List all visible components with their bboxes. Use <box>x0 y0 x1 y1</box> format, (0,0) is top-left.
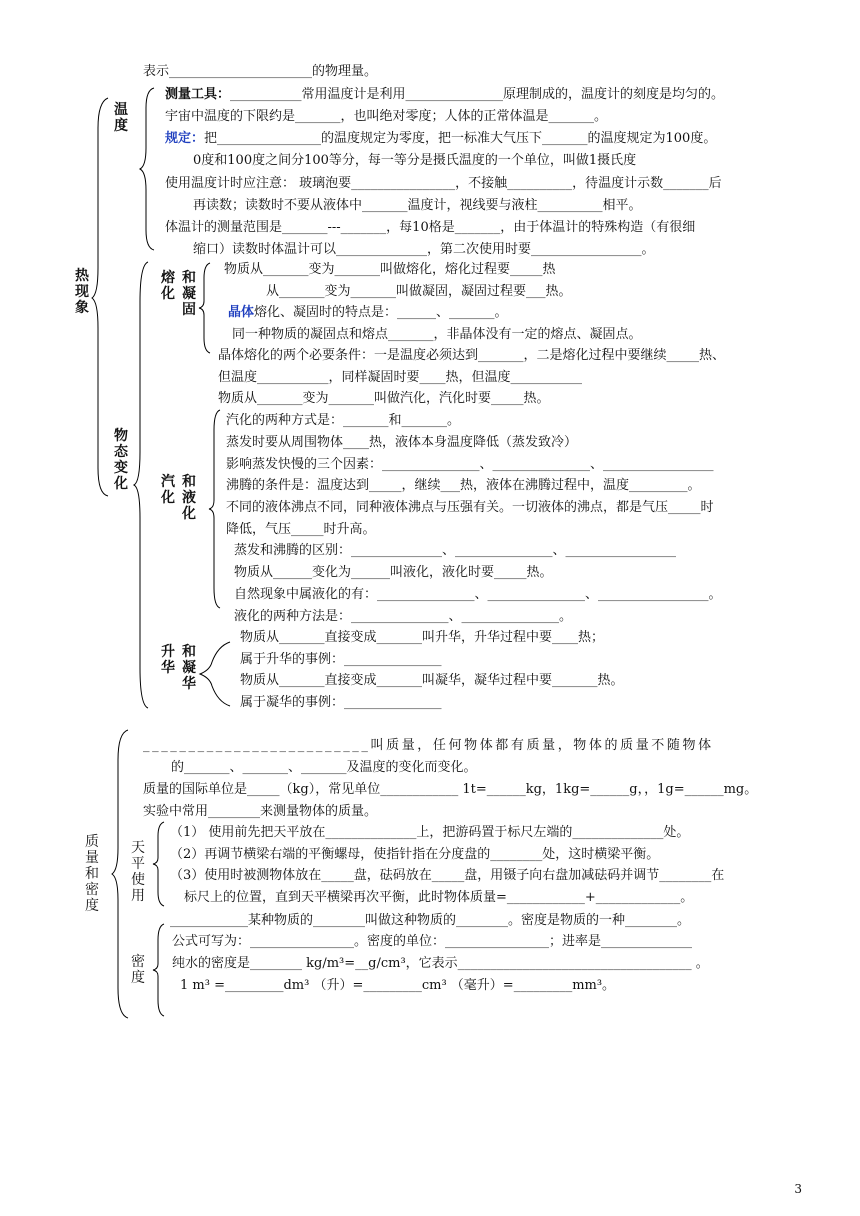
mass-line-1: _________________________叫质量，任何物体都有质量，物体的质量不随物体 <box>143 738 714 753</box>
temp-line-9: 缩口）读数时体温计可以______________，第二次使用时要_________________。 <box>193 242 655 257</box>
balance-line-4: 标尺上的位置，直到天平横梁再次平衡，此时物体质量=____________+_____________。 <box>184 890 694 905</box>
vap-line-10: 自然现象中属液化的有：_______________、_______________、_________________。 <box>234 587 722 602</box>
label-desublimation: 凝华 <box>182 660 196 692</box>
label-melting: 熔化 <box>161 270 175 302</box>
mass-line-3: 质量的国际单位是_____（kg），常见单位____________ 1t=______kg，1kg=______g，，1g=______mg。 <box>143 782 758 797</box>
temperature-brace <box>138 88 158 250</box>
melting-brace <box>198 263 212 353</box>
heat-brace <box>92 98 112 498</box>
page-number: 3 <box>794 1182 802 1196</box>
sub-line-4: 属于凝华的事例：_______________ <box>240 695 442 710</box>
measuring-tool-label: 测量工具： <box>165 87 231 102</box>
vap-line-9: 物质从______变化为______叫液化，液化时要_____热。 <box>234 565 553 580</box>
state-change-brace <box>132 262 152 708</box>
vap-line-1: 物质从_______变为_______叫做汽化，汽化时要_____热。 <box>218 391 550 406</box>
vap-line-11: 液化的两种方法是：_______________、_______________。 <box>234 609 573 624</box>
density-line-1: ____________某种物质的________叫做这种物质的________。密度是物质的一种________。 <box>170 913 691 928</box>
temp-line-7: 再读数；读数时不要从液体中_______温度计，视线要与液柱__________相平。 <box>193 198 642 213</box>
vap-line-4: 影响蒸发快慢的三个因素：_______________、_______________、_________________ <box>226 457 714 472</box>
density-line-4: 1 m³ =_________dm³ （升）=_________cm³ （毫升）=_________mm³。 <box>180 978 616 993</box>
label-heat: 热现象 <box>75 268 89 316</box>
density-line-3: 纯水的密度是________ kg/m³=__g/cm³，它表示____________________________________ 。 <box>172 956 709 971</box>
temp-line-5: 0度和100度之间分100等分，每一等分是摄氏温度的一个单位，叫做1摄氏度 <box>193 153 637 168</box>
temp-line-4-text: 把________________的温度规定为零度，把一标准大气压下_______的温度规定为100度。 <box>204 131 717 146</box>
balance-line-1: （1） 使用前先把天平放在______________上，把游码置于标尺左端的______________处。 <box>170 825 690 840</box>
melt-line-5: 晶体熔化的两个必要条件：一是温度必须达到_______，二是熔化过程中要继续_____热、 <box>218 348 726 363</box>
label-density: 密度 <box>131 954 145 986</box>
melt-line-3-text: 熔化、凝固时的特点是：______、_______。 <box>254 305 508 320</box>
mass-line-4: 实验中常用________来测量物体的质量。 <box>143 804 378 819</box>
melt-line-2: 从_______变为_______叫做凝固，凝固过程要___热。 <box>266 284 572 299</box>
temp-line-1: 表示______________________的物理量。 <box>143 64 378 79</box>
vap-line-2: 汽化的两种方式是：_______和_______。 <box>226 413 461 428</box>
rule-label: 规定： <box>165 131 205 146</box>
vap-line-7: 降低，气压_____时升高。 <box>226 522 376 537</box>
label-melting-and: 和 <box>182 270 196 286</box>
melt-line-3 <box>228 304 508 322</box>
vap-line-5: 沸腾的条件是：温度达到_____，继续___热，液体在沸腾过程中，温度_________。 <box>226 478 701 493</box>
melt-line-1: 物质从_______变为_______叫做熔化，熔化过程要_____热 <box>224 262 556 277</box>
label-temperature: 温度 <box>114 102 128 134</box>
label-balance-use: 天平使用 <box>131 840 145 904</box>
temp-line-4 <box>165 130 716 148</box>
vap-line-8: 蒸发和沸腾的区别：______________、_______________、_________________ <box>234 543 677 558</box>
vap-line-6: 不同的液体沸点不同，同种液体沸点与压强有关。一切液体的沸点，都是气压_____时 <box>226 500 714 515</box>
label-vaporize-and: 和 <box>182 474 196 490</box>
density-brace <box>152 924 166 1016</box>
temp-line-3: 宇宙中温度的下限约是_______，也叫绝对零度；人体的正常体温是_______。 <box>165 109 608 124</box>
sub-line-2: 属于升华的事例：_______________ <box>240 652 442 667</box>
melt-line-4: 同一种物质的凝固点和熔点_______，非晶体没有一定的熔点、凝固点。 <box>232 327 642 342</box>
vaporize-brace <box>208 410 222 608</box>
melt-line-6: 但温度___________，同样凝固时要____热，但温度___________ <box>218 370 583 385</box>
vap-line-3: 蒸发时要从周围物体____热，液体本身温度降低（蒸发致冷） <box>226 435 578 450</box>
sub-line-3: 物质从_______直接变成_______叫凝华，凝华过程中要_______热。 <box>240 673 624 688</box>
balance-line-3: （3）使用时被测物体放在_____盘，砝码放在_____盘，用镊子向右盘加减砝码并调节________在 <box>170 868 725 883</box>
label-state-change: 物态变化 <box>114 428 128 492</box>
label-solidify: 凝固 <box>182 286 196 318</box>
crystal-label: 晶体 <box>228 305 255 320</box>
temp-line-6: 使用温度计时应注意： 玻璃泡要________________，不接触__________，待温度计示数_______后 <box>165 176 722 191</box>
label-mass-density: 质量和密度 <box>85 834 99 914</box>
label-liquefy: 液化 <box>182 490 196 522</box>
sub-line-1: 物质从_______直接变成_______叫升华，升华过程中要____热； <box>240 630 605 645</box>
mass-line-2: 的_______、_______、_______及温度的变化而变化。 <box>171 760 477 775</box>
temp-line-8: 体温计的测量范围是_______---_______，每10格是_______，由于体温计的特殊构造（有很细 <box>165 220 696 235</box>
label-sublimation-and: 和 <box>182 644 196 660</box>
label-sublimation: 升华 <box>161 644 175 676</box>
balance-brace <box>152 822 166 906</box>
label-vaporize: 汽化 <box>161 474 175 506</box>
temp-line-2 <box>165 86 724 104</box>
temp-line-2-text: ___________常用温度计是利用_______________原理制成的，温度计的刻度是均匀的。 <box>230 87 725 102</box>
density-line-2: 公式可写为：________________。密度的单位：________________；进率是______________ <box>172 934 693 949</box>
mass-density-brace <box>112 730 132 1018</box>
sublimation-brace <box>200 642 234 706</box>
balance-line-2: （2）再调节横梁右端的平衡螺母，使指针指在分度盘的________处，这时横梁平衡。 <box>170 847 660 862</box>
